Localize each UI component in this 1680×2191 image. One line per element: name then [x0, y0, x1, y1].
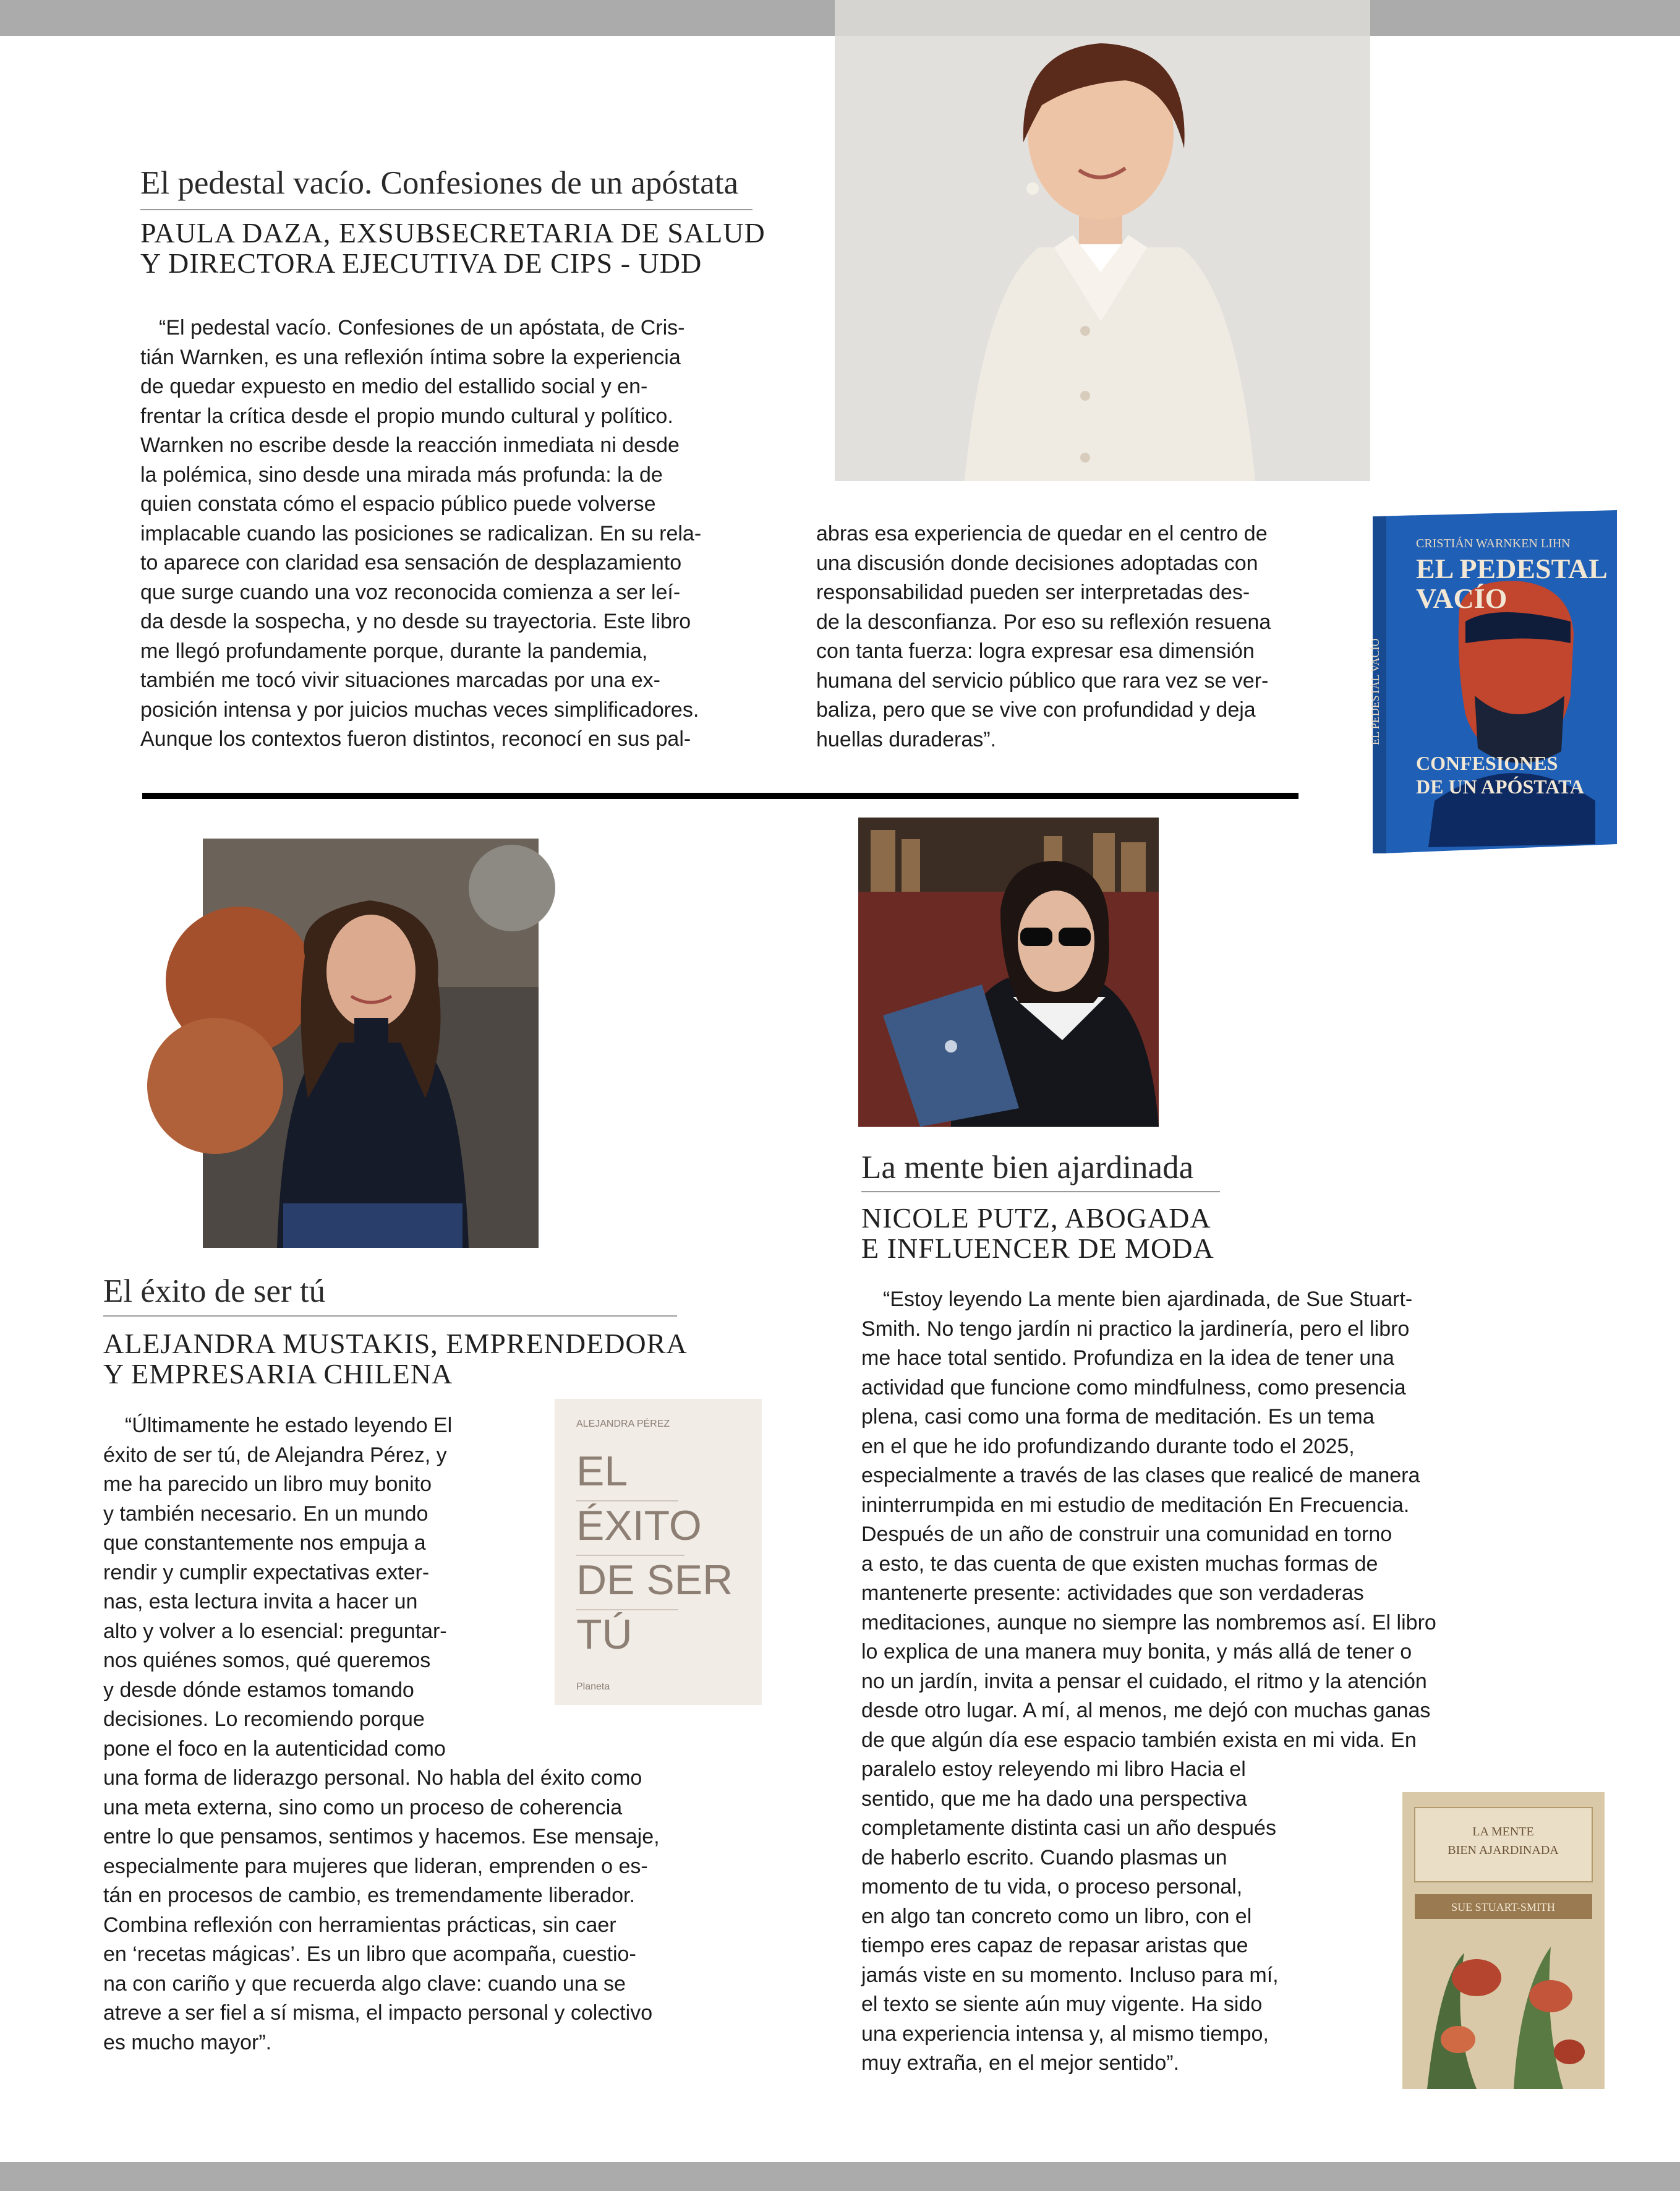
- portrait-photo-alejandra-mustakis: [203, 839, 539, 1248]
- section3-quote: “Estoy leyendo La mente bien ajardinada, de Sue Stuart- Smith. No tengo jardín ni practico la jardinería, pero el libro me hace total sentido. Profundiza en la idea de tener una actividad que funcione como mindfulness, como presencia plena, casi como una forma de meditación. Es un tema en el que he ido profundizando durante todo el 2025, especialmente a través de las clases que realicé de manera ininterrumpida en mi estudio de meditación En Frecuencia. Después de un año de construir una comunidad en torno a esto, te das cuenta de que existen muchas formas de mantenerte presente: actividades que son verdaderas meditaciones, aunque no siempre las nombremos así. El libro lo explica de una manera muy bonita, y más allá de tener o no un jardín, invita a pensar el cuidado, el ritmo y la atención desde otro lugar. A mí, al menos, me dejó con muchas ganas de que algún día ese espacio también exista en mi vida. En paralelo estoy releyendo mi libro Hacia el sentido, que me ha dado una perspectiva completamente distinta casi un año después de haberlo escrito. Cuando plasmas un momento de tu vida, o proceso personal, en algo tan concreto como un libro, con el tiempo eres capaz de repasar aristas que jamás viste en su momento. Incluso para mí, el texto se siente aún muy vigente. Ha sido una experiencia intensa y, al mismo tiempo, muy extraña, en el mejor sentido”.: [861, 1288, 1436, 2075]
- book-title-line1: EL PEDESTAL: [1416, 553, 1608, 584]
- book-cover-la-mente-bien-ajardinada: [1402, 1792, 1605, 2089]
- section3-title-rule: [861, 1191, 1220, 1192]
- portrait-photo-paula-daza: [835, 0, 1370, 481]
- book-title-line4: TÚ: [576, 1611, 633, 1658]
- book-author: CRISTIÁN WARNKEN LIHN: [1416, 537, 1571, 550]
- book-title-line2: ÉXITO: [576, 1502, 702, 1549]
- book-publisher: Planeta: [576, 1681, 610, 1692]
- book-author: ALEJANDRA PÉREZ: [576, 1419, 670, 1429]
- section2-title: El éxito de ser tú: [103, 1273, 326, 1309]
- book-title-line1: EL: [576, 1448, 628, 1495]
- section2-title-rule: [103, 1315, 677, 1317]
- section3-title: La mente bien ajardinada: [861, 1150, 1194, 1185]
- book-spine-text: EL PEDESTAL VACÍO: [1369, 638, 1381, 745]
- section1-title-rule: [140, 209, 753, 210]
- book-title-line3: DE SER: [576, 1557, 733, 1604]
- section1-quote-col2: abras esa experiencia de quedar en el centro de una discusión donde decisiones adoptadas con responsabilidad pueden ser interpretadas des- de la desconfianza. Por eso su reflexión resuena con tanta fuerza: logra expresar esa dimensión humana del servicio público que rara vez se ver- baliza, pero que se vive con profundidad y deja huellas duraderas”.: [816, 522, 1271, 751]
- section2-quote: “Últimamente he estado leyendo El éxito de ser tú, de Alejandra Pérez, y me ha parecido un libro muy bonito y también necesario. En un mundo que constantemente nos empuja a rendir y cumplir expectativas exter- nas, esta lectura invita a hacer un alto y volver a lo esencial: preguntar- nos quiénes somos, qué queremos y desde dónde estamos tomando decisiones. Lo recomiendo porque pone el foco en la autenticidad como una forma de liderazgo personal. No habla del éxito como una meta externa, sino como un proceso de coherencia entre lo que pensamos, sentimos y hacemos. Ese mensaje, especialmente para mujeres que lideran, emprenden o es- tán en procesos de cambio, es tremendamente liberador. Combina reflexión con herramientas prácticas, sin caer en ‘recetas mágicas’. Es un libro que acompaña, cuestio- na con cariño y que recuerda algo clave: cuando una se atreve a ser fiel a sí misma, el impacto personal y colectivo es mucho mayor”.: [103, 1414, 660, 2054]
- section-separator: [142, 793, 1298, 799]
- book-title-line2: BIEN AJARDINADA: [1448, 1843, 1559, 1857]
- section1-title: El pedestal vacío. Confesiones de un apóstata: [140, 165, 738, 201]
- book-author: SUE STUART-SMITH: [1451, 1901, 1555, 1913]
- book-cover-el-pedestal-vacio: [1369, 510, 1617, 853]
- book-cover-el-exito-de-ser-tu: [555, 1399, 762, 1705]
- section2-byline: ALEJANDRA MUSTAKIS, EMPRENDEDORA Y EMPRESARIA CHILENA: [103, 1328, 688, 1390]
- book-subtitle-line1: CONFESIONES: [1416, 752, 1558, 774]
- portrait-photo-nicole-putz: [858, 818, 1159, 1127]
- book-subtitle-line2: DE UN APÓSTATA: [1416, 775, 1585, 798]
- section1-byline: PAULA DAZA, EXSUBSECRETARIA DE SALUD Y DIRECTORA EJECUTIVA DE CIPS - UDD: [140, 217, 765, 279]
- section1-quote-col1: “El pedestal vacío. Confesiones de un apóstata, de Cris- tián Warnken, es una reflexión íntima sobre la experiencia de quedar expuesto en medio del estallido social y en- frentar la crítica desde el propio mundo cultural y político. Warnken no escribe desde la reacción inmediata ni desde la polémica, sino desde una mirada más profunda: la de quien constata cómo el espacio público puede volverse implacable cuando las posiciones se radicalizan. En su rela- to aparece con claridad esa sensación de desplazamiento que surge cuando una voz reconocida comienza a ser leí- da desde la sospecha, y no desde su trayectoria. Este libro me llegó profundamente porque, durante la pandemia, también me tocó vivir situaciones marcadas por una ex- posición intensa y por juicios muchas veces simplificadores. Aunque los contextos fueron distintos, reconocí en sus pal-: [140, 316, 702, 751]
- bottom-band: [0, 2162, 1680, 2191]
- section3-byline: NICOLE PUTZ, ABOGADA E INFLUENCER DE MODA: [861, 1202, 1214, 1264]
- book-title-line1: LA MENTE: [1472, 1825, 1534, 1839]
- book-title-line2: VACÍO: [1416, 583, 1507, 614]
